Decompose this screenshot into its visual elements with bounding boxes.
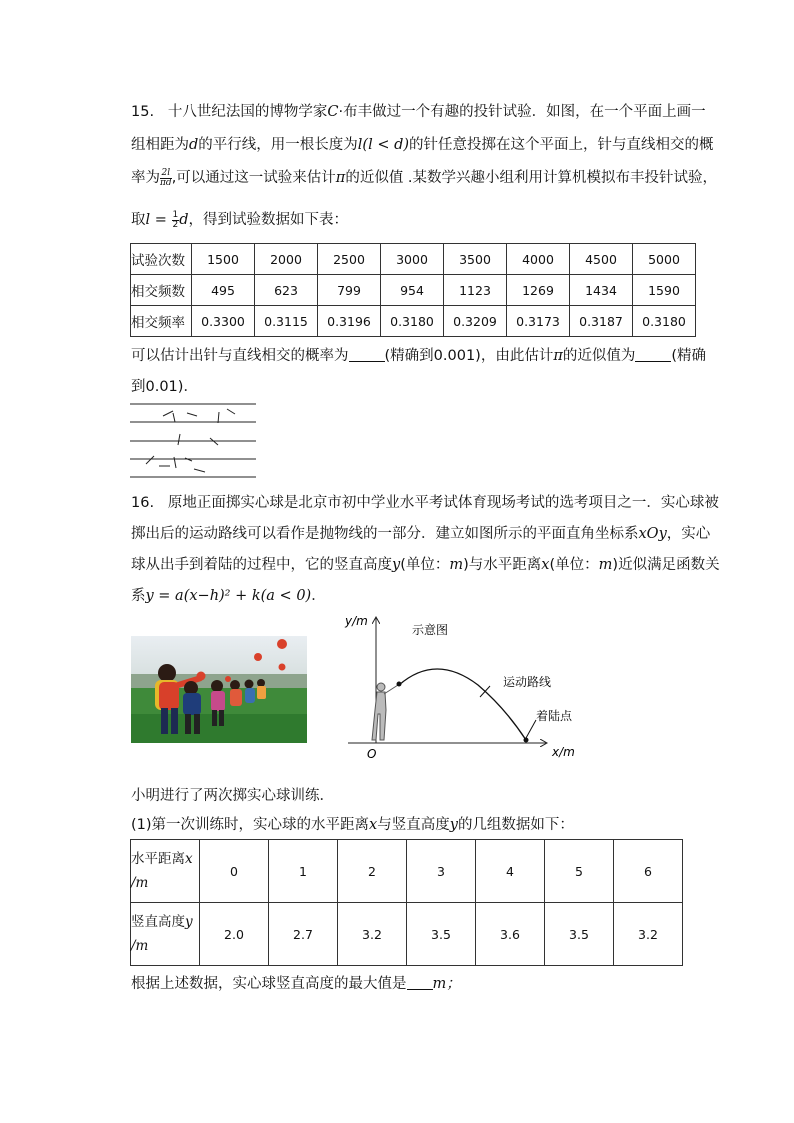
- q16-last-line: 根据上述数据，实心球竖直高度的最大值是 m；: [131, 976, 461, 992]
- row-label: 相交频率: [131, 306, 192, 337]
- path-label: 运动路线: [503, 675, 552, 689]
- q16-line4: 系y = a(x−h)² + k(a < 0)．: [131, 588, 326, 604]
- x-axis-label: x/m: [552, 745, 575, 759]
- table-row: 相交频数 495 623 799 954 1123 1269 1434 1590: [131, 275, 696, 306]
- q16-after-figure: 小明进行了两次掷实心球训练．: [131, 788, 334, 804]
- needle: [146, 456, 154, 464]
- q15-line1: 15. 十八世纪法国的博物学家C·布丰做过一个有趣的投针试验．如图，在一个平面上画一: [131, 104, 706, 120]
- q16-number: 16.: [131, 495, 155, 511]
- needle: [163, 411, 173, 416]
- q15-question-line1: 可以估计出针与直线相交的概率为 (精确到0.001)，由此估计π的近似值为 (精确: [131, 348, 707, 364]
- needle: [173, 413, 175, 422]
- needle: [227, 409, 235, 414]
- q15-line3: 率为 $\frac{2l}{\pi d}$ ,可以通过这一试验来估计π的近似值 .某数学兴趣小组利用计算机模拟布丰投针试验，: [131, 167, 718, 188]
- probability-fraction: $\frac{2l}{\pi d}$: [160, 167, 172, 188]
- half-fraction: $\frac{1}{2}$: [172, 209, 179, 230]
- parabola-formula: y = a(x−h)² + k(a < 0): [145, 588, 312, 604]
- ball: [225, 676, 231, 682]
- q16-part1: (1)第一次训练时，实心球的水平距离x与竖直高度y的几组数据如下：: [131, 817, 574, 833]
- q15-line2: 组相距为d的平行线，用一根长度为l(l < d)的针任意投掷在这个平面上，针与直线相交的概: [131, 137, 714, 153]
- row-label: 试验次数: [131, 244, 192, 275]
- table-row: 试验次数 1500 2000 2500 3000 3500 4000 4500 5000: [131, 244, 696, 275]
- table-row: 水平距离x /m 0 1 2 3 4 5 6: [131, 840, 683, 903]
- q15-question-line2: 到0.01)．: [131, 379, 198, 395]
- needle: [194, 469, 205, 472]
- q15-number: 15.: [131, 104, 155, 120]
- throw-data-table: [130, 839, 683, 966]
- ball: [277, 639, 287, 649]
- row-label: 水平距离x /m: [131, 840, 200, 903]
- needle: [218, 412, 219, 423]
- q15-line4: 取l = $\frac{1}{2}$ d，得到试验数据如下表：: [131, 209, 349, 230]
- table-row: 相交频率 0.3300 0.3115 0.3196 0.3180 0.3209 0.3173 0.3187 0.3180: [131, 306, 696, 337]
- q16-line3: 球从出手到着陆的过程中，它的竖直高度y(单位：m)与水平距离x(单位：m)近似满足函数关: [131, 557, 720, 573]
- answer-blank[interactable]: [407, 975, 433, 990]
- q16-line1: 16. 原地正面掷实心球是北京市初中学业水平考试体育现场考试的选考项目之一．实心球被: [131, 495, 719, 511]
- release-point: [397, 682, 402, 687]
- landing-label: 着陆点: [536, 709, 573, 723]
- needle: [178, 434, 180, 445]
- ball: [279, 664, 286, 671]
- needle: [187, 413, 197, 416]
- q16-line2: 掷出后的运动路线可以看作是抛物线的一部分．建立如图所示的平面直角坐标系xOy，实心: [131, 526, 711, 542]
- needle-lines-figure: [128, 398, 258, 480]
- diagram-title: 示意图: [412, 623, 449, 637]
- y-axis-label: y/m: [345, 614, 368, 628]
- landing-point: [524, 738, 529, 743]
- trajectory-diagram: [340, 606, 590, 766]
- table-row: 竖直高度y /m 2.0 2.7 3.2 3.5 3.6 3.5 3.2: [131, 903, 683, 966]
- needle-data-table: [130, 243, 696, 337]
- answer-blank[interactable]: [349, 347, 385, 362]
- answer-blank[interactable]: [635, 347, 671, 362]
- ball: [254, 653, 262, 661]
- row-label: 竖直高度y /m: [131, 903, 200, 966]
- students-throwing-photo: [131, 636, 307, 743]
- origin-label: O: [367, 747, 377, 761]
- row-label: 相交频数: [131, 275, 192, 306]
